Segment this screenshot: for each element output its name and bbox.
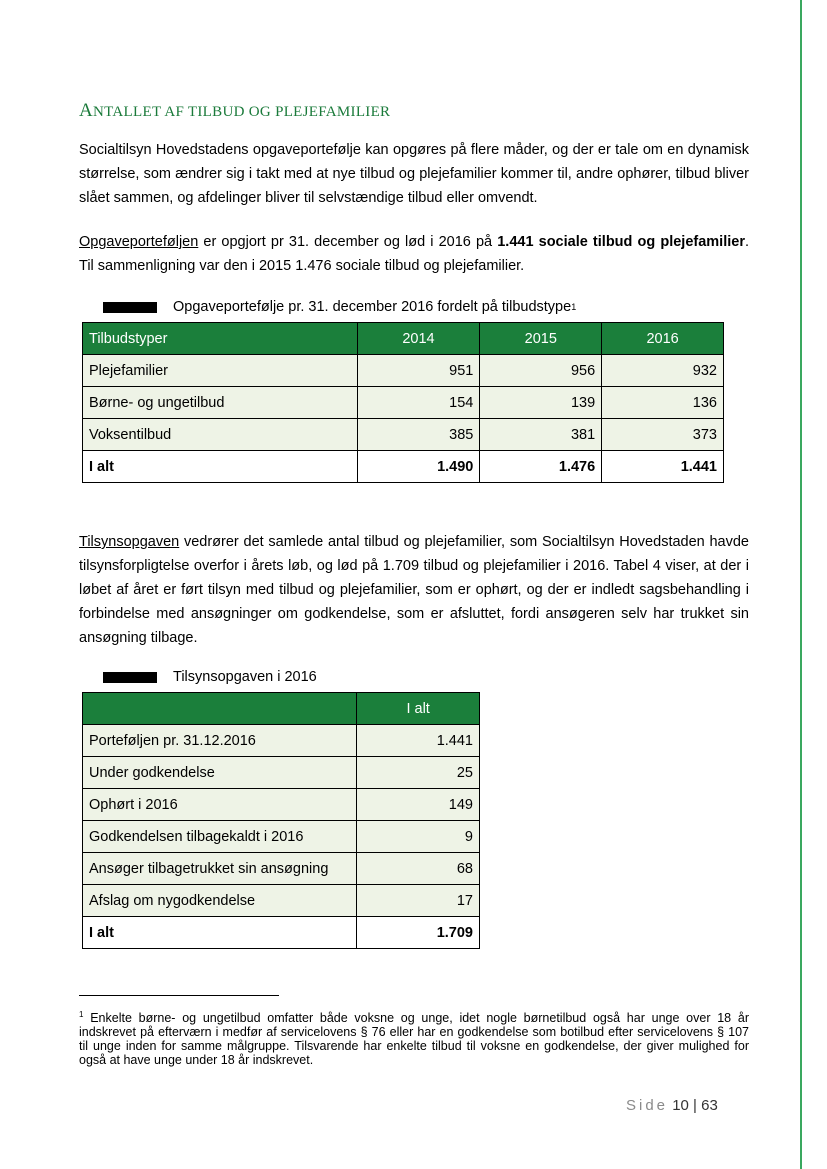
cell-value: 149: [357, 789, 480, 821]
page-number: Side 10 | 63: [626, 1097, 718, 1114]
cell-value: 932: [602, 355, 724, 387]
row-label: Ansøger tilbagetrukket sin ansøgning: [83, 853, 357, 885]
table-row: [83, 789, 480, 821]
total-value: 1.441: [602, 451, 724, 483]
table-number-bar: [103, 302, 157, 313]
cell-value: 136: [602, 387, 724, 419]
cell-value: 385: [357, 419, 480, 451]
table-row: [83, 853, 480, 885]
table2-caption: Tilsynsopgaven i 2016: [103, 669, 317, 685]
cell-value: 956: [480, 355, 602, 387]
table-header-row: [83, 693, 480, 725]
header-2016: 2016: [602, 323, 724, 355]
cell-value: 951: [357, 355, 480, 387]
footnote: $^1$ Enkelte børne- og ungetilbud omfatter både voksne og unge, idet nogle børnetilbud også har unge over 18 år indskrevet på efterværn i medfør af servicelovens § 76 eller har en godkendelse som botilbud efter servicelovens § 107 til unge inden for samme målgruppe. Tilsvarende har enkelte tilbud til voksne en godkendelse, der giver mulighed for også at have unge under 18 år indskrevet.: [79, 1010, 749, 1068]
row-label: Voksentilbud: [83, 419, 358, 451]
supervision-paragraph: Tilsynsopgaven vedrører det samlede antal tilbud og plejefamilier, som Socialtilsyn Hovedstaden havde tilsynsforpligtelse overfor i årets løb, og lød på 1.709 tilbud og plejefamilier i 2016. Tabel 4 viser, at der i løbet af året er ført tilsyn med tilbud og plejefamilier, som er ophørt, og der er indledt sagsbehandling i forbindelse med ansøgninger om godkendelse, som er afsluttet, fordi ansøgeren selv har trukket sin ansøgning tilbage.: [79, 534, 749, 646]
supervision-table: [82, 692, 480, 949]
row-label: Børne- og ungetilbud: [83, 387, 358, 419]
header-2014: 2014: [357, 323, 480, 355]
table-row: [83, 419, 724, 451]
cell-value: 25: [357, 757, 480, 789]
supervision-term: Tilsynsopgaven: [79, 534, 180, 550]
table-row: [83, 821, 480, 853]
header-empty: [83, 693, 357, 725]
cell-value: 1.441: [357, 725, 480, 757]
cell-value: 154: [357, 387, 480, 419]
table-header-row: [83, 323, 724, 355]
row-label: Under godkendelse: [83, 757, 357, 789]
row-label: Godkendelsen tilbagekaldt i 2016: [83, 821, 357, 853]
header-i-alt: I alt: [357, 693, 480, 725]
footnote-divider: [79, 995, 279, 996]
header-tilbudstyper: Tilbudstyper: [83, 323, 358, 355]
table-total-row: [83, 917, 480, 949]
row-label: Afslag om nygodkendelse: [83, 885, 357, 917]
portfolio-table: [82, 322, 724, 483]
section-heading: ANTALLET AF TILBUD OG PLEJEFAMILIER: [79, 100, 391, 121]
cell-value: 381: [480, 419, 602, 451]
table-total-row: [83, 451, 724, 483]
total-label: I alt: [83, 917, 357, 949]
table-row: [83, 725, 480, 757]
intro-paragraph: Socialtilsyn Hovedstadens opgaveportefølje kan opgøres på flere måder, og der er tale om en dynamisk størrelse, som ændrer sig i takt med at nye tilbud og plejefamilier kommer til, andre ophører, tilbud bliver slået sammen, og afdelinger bliver til selvstændige tilbud eller omvendt.: [79, 142, 749, 206]
cell-value: 139: [480, 387, 602, 419]
portfolio-term: Opgaveporteføljen: [79, 234, 199, 250]
total-value: 1.476: [480, 451, 602, 483]
row-label: Porteføljen pr. 31.12.2016: [83, 725, 357, 757]
table-row: [83, 885, 480, 917]
cell-value: 373: [602, 419, 724, 451]
total-label: I alt: [83, 451, 358, 483]
header-2015: 2015: [480, 323, 602, 355]
portfolio-paragraph: Opgaveporteføljen er opgjort pr 31. december og lød i 2016 på 1.441 sociale tilbud og plejefamilier. Til sammenligning var den i 2015 1.476 sociale tilbud og plejefamilier.: [79, 234, 749, 274]
total-value: 1.709: [357, 917, 480, 949]
table-row: [83, 387, 724, 419]
cell-value: 17: [357, 885, 480, 917]
table-number-bar: [103, 672, 157, 683]
row-label: Plejefamilier: [83, 355, 358, 387]
table-row: [83, 355, 724, 387]
total-value: 1.490: [357, 451, 480, 483]
row-label: Ophørt i 2016: [83, 789, 357, 821]
table-row: [83, 757, 480, 789]
page-edge-rule: [800, 0, 802, 1169]
table1-caption: Opgaveportefølje pr. 31. december 2016 fordelt på tilbudstype 1: [103, 299, 576, 315]
cell-value: 68: [357, 853, 480, 885]
cell-value: 9: [357, 821, 480, 853]
